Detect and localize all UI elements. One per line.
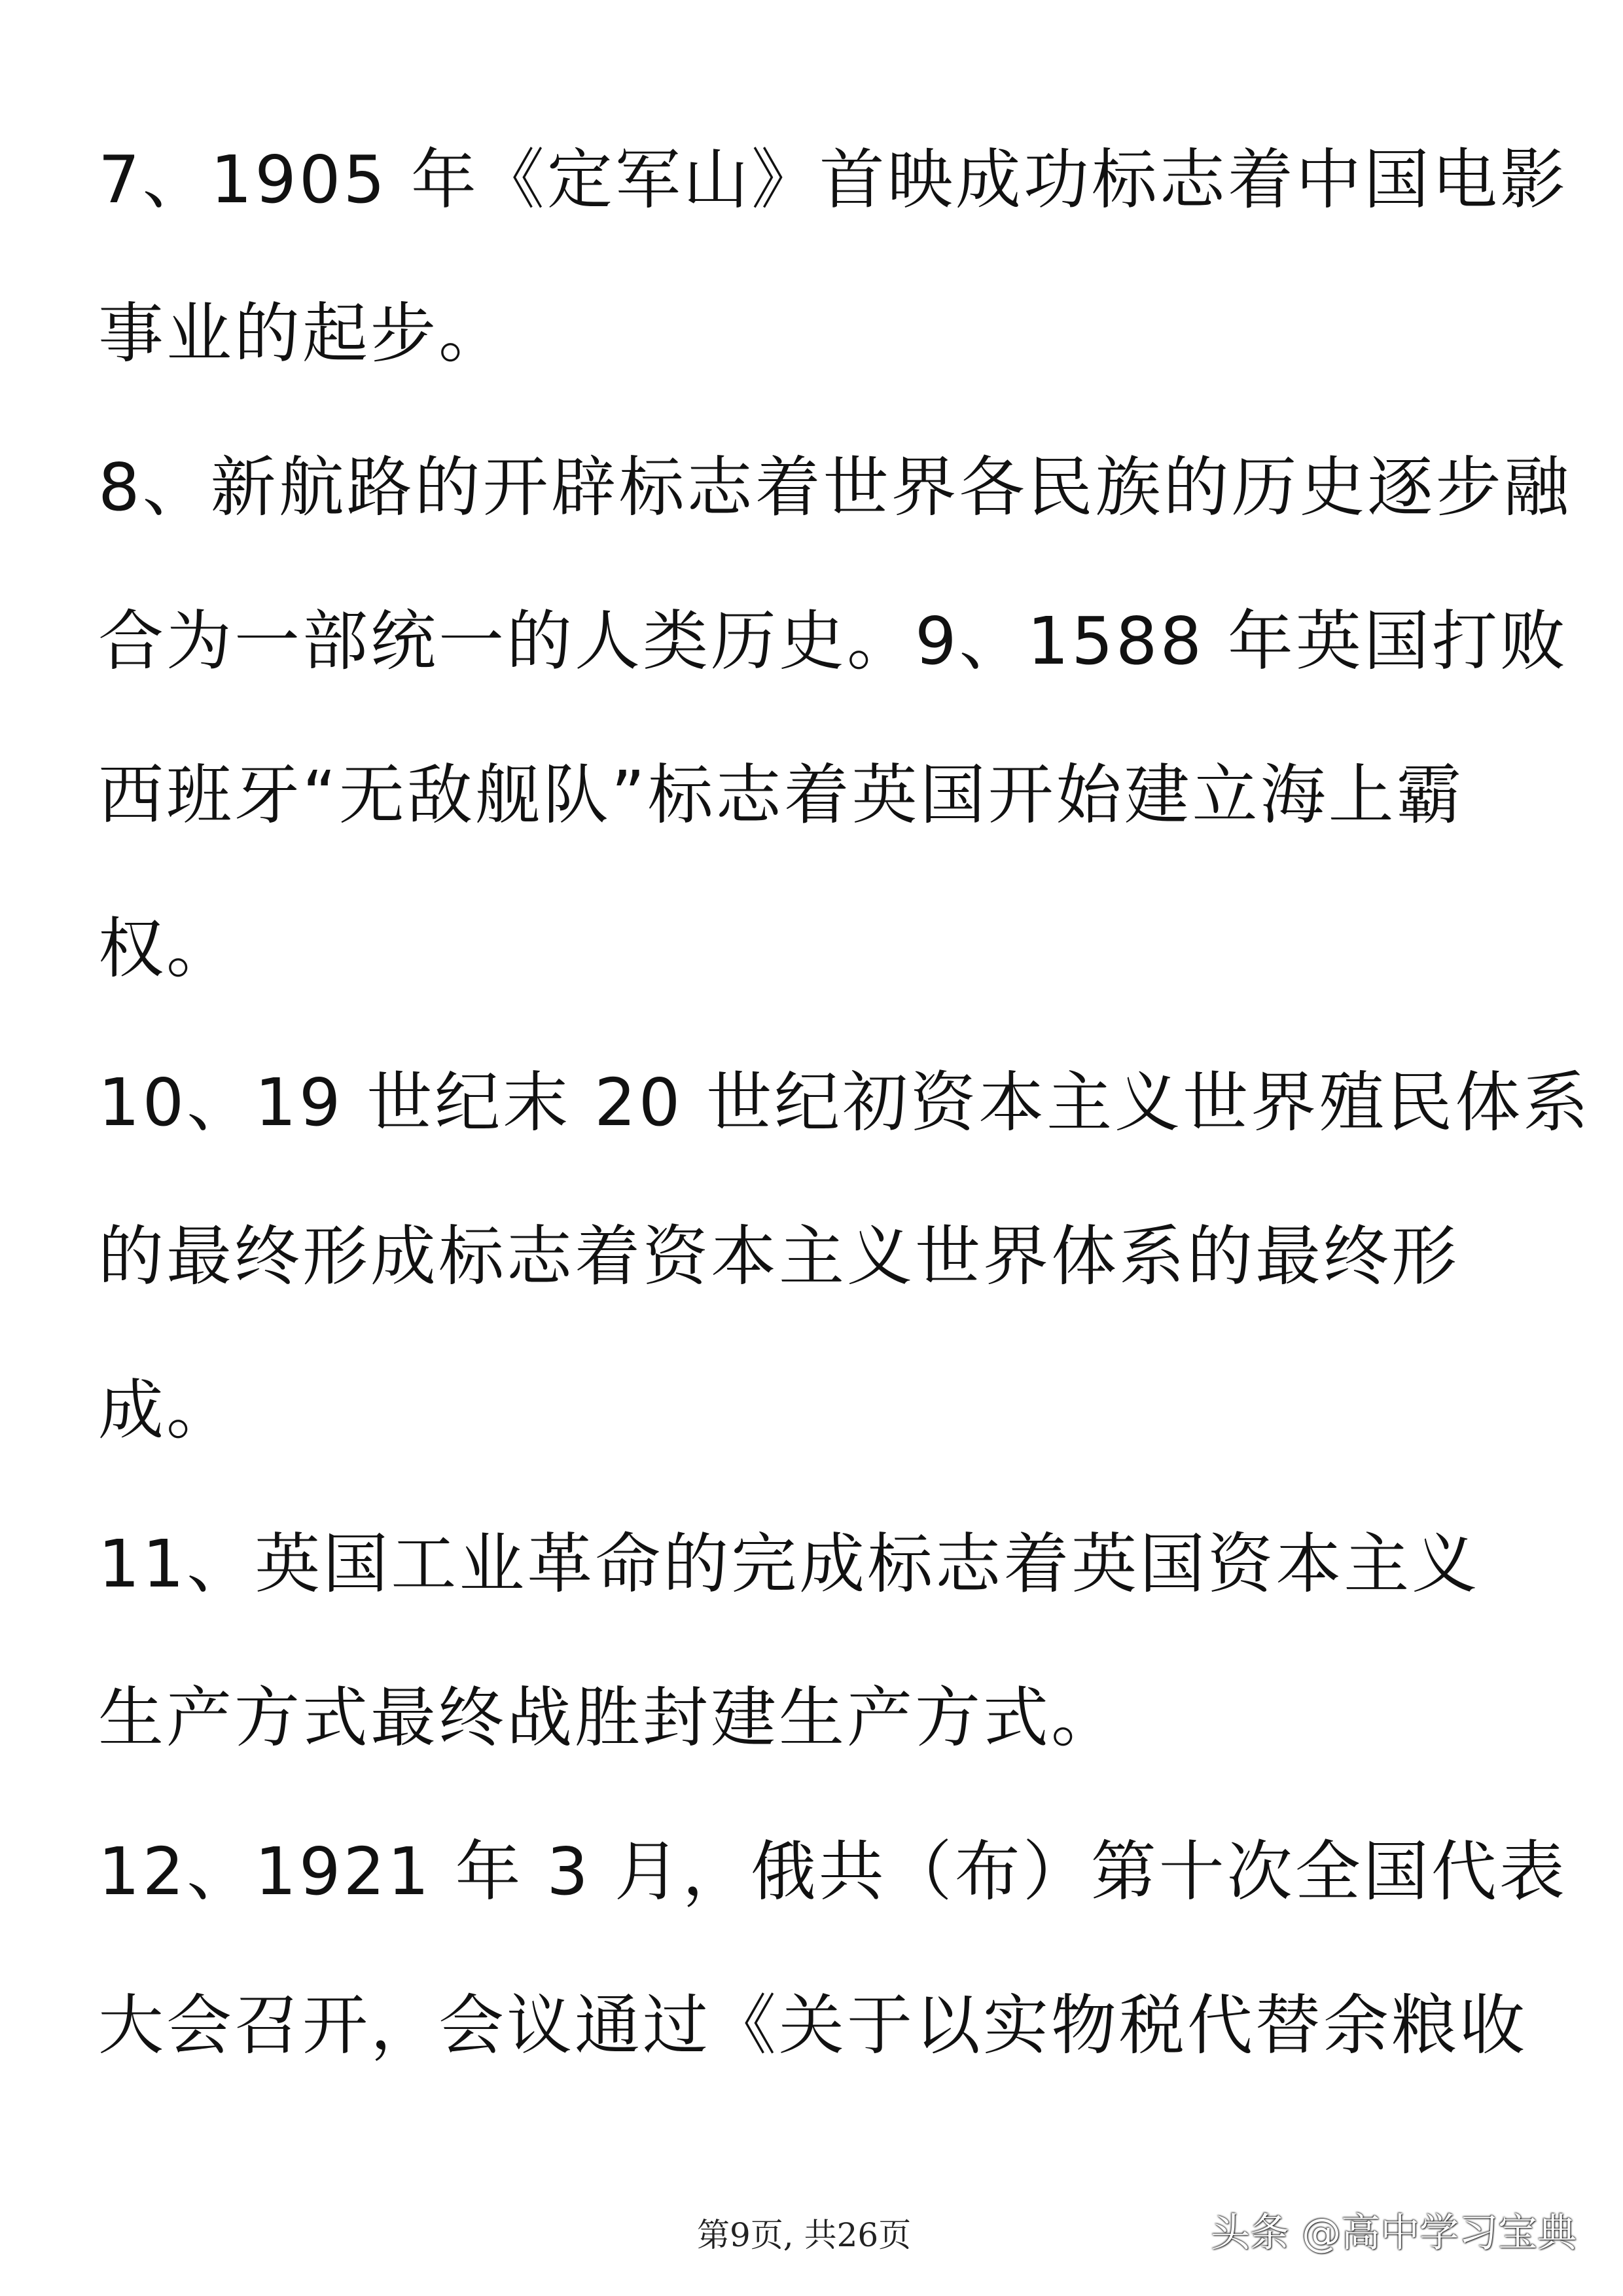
text-line: 合为一部统一的人类历史。9、1588 年英国打败 (98, 603, 1568, 679)
text-line: 大会召开，会议通过《关于以实物税代替余粮收 (98, 1987, 1527, 2064)
text-line: 12、1921 年 3 月，俄共（布）第十次全国代表 (98, 1833, 1567, 1910)
watermark: 头条 @高中学习宝典 (1211, 2210, 1577, 2256)
text-line: 西班牙“无敌舰队”标志着英国开始建立海上霸 (98, 757, 1465, 833)
text-line: 的最终形成标志着资本主义世界体系的最终形 (98, 1218, 1459, 1295)
text-line: 8、新航路的开辟标志着世界各民族的历史逐步融 (98, 449, 1572, 526)
text-line: 成。 (98, 1372, 234, 1448)
text-line: 生产方式最终战胜封建生产方式。 (98, 1679, 1119, 1756)
text-line: 10、19 世纪末 20 世纪初资本主义世界殖民体系 (98, 1064, 1592, 1141)
text-line: 11、英国工业革命的完成标志着英国资本主义 (98, 1526, 1480, 1602)
page-number: 第9页, 共26页 (697, 2216, 912, 2254)
text-line: 权。 (98, 910, 234, 987)
text-line: 7、1905 年《定军山》首映成功标志着中国电影 (98, 141, 1568, 218)
text-line: 事业的起步。 (98, 295, 507, 372)
